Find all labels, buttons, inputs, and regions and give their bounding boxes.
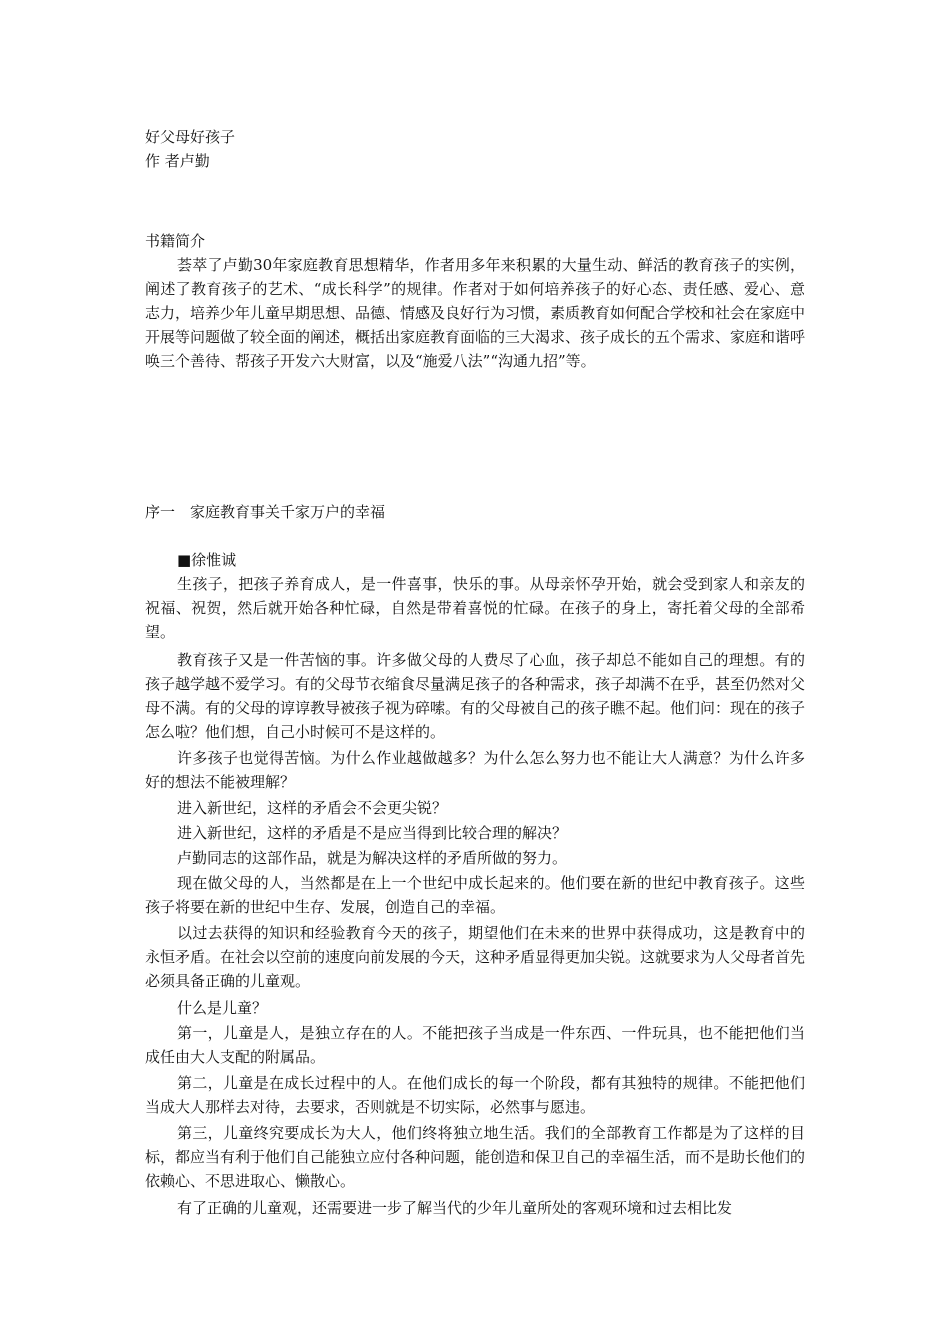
preface-paragraph-3: 许多孩子也觉得苦恼。为什么作业越做越多？为什么怎么努力也不能让大人满意？为什么许多好的想法不能被理解？: [145, 749, 805, 791]
preface-paragraph-12: 第三，儿童终究要成长为大人，他们终将独立地生活。我们的全部教育工作都是为了这样的目标，都应当有利于他们自己能独立应付各种问题，能创造和保卫自己的幸福生活，而不是助长他们的依赖心、不思进取心、懒散心。: [145, 1124, 806, 1190]
preface-paragraph-9: 什么是儿童？: [177, 999, 268, 1017]
book-author: 作 者卢勤: [145, 152, 210, 170]
preface-paragraph-5: 进入新世纪，这样的矛盾是不是应当得到比较合理的解决？: [177, 824, 568, 842]
preface-paragraph-6: 卢勤同志的这部作品，就是为解决这样的矛盾所做的努力。: [177, 849, 568, 867]
preface-paragraph-7: 现在做父母的人，当然都是在上一个世纪中成长起来的。他们要在新的世纪中教育孩子。这些孩子将要在新的世纪中生存、发展，创造自己的幸福。: [145, 874, 805, 916]
preface-paragraph-13: 有了正确的儿童观，还需要进一步了解当代的少年儿童所处的客观环境和过去相比发: [177, 1199, 733, 1217]
preface-paragraph-8: 以过去获得的知识和经验教育今天的孩子，期望他们在未来的世界中获得成功，这是教育中的永恒矛盾。在社会以空前的速度向前发展的今天，这种矛盾显得更加尖锐。这就要求为人父母者首先必须具备正确的儿童观。: [145, 924, 806, 990]
preface-paragraph-4: 进入新世纪，这样的矛盾会不会更尖锐？: [177, 799, 448, 817]
book-title: 好父母好孩子: [145, 128, 236, 146]
preface-paragraph-2: 教育孩子又是一件苦恼的事。许多做父母的人费尽了心血，孩子却总不能如自己的理想。有的孩子越学越不爱学习。有的父母节衣缩食尽量满足孩子的各种需求，孩子却满不在乎，甚至仍然对父母不满。有的父母的谆谆教导被孩子视为碎嗦。有的父母被自己的孩子瞧不起。他们问：现在的孩子怎么啦？他们想，自己小时候可不是这样的。: [145, 651, 806, 741]
preface-paragraph-11: 第二，儿童是在成长过程中的人。在他们成长的每一个阶段，都有其独特的规律。不能把他们当成大人那样去对待，去要求，否则就是不切实际，必然事与愿违。: [145, 1074, 805, 1116]
intro-paragraph: 荟萃了卢勤30年家庭教育思想精华，作者用多年来积累的大量生动、鲜活的教育孩子的实例，阐述了教育孩子的艺术、“成长科学”的规律。作者对于如何培养孩子的好心态、责任感、爱心、意志力，培养少年儿童早期思想、品德、情感及良好行为习惯，素质教育如何配合学校和社会在家庭中开展等问题做了较全面的阐述，概括出家庭教育面临的三大渴求、孩子成长的五个需求、家庭和谐呼唤三个善待、帮孩子开发六大财富，以及“施爱八法”“沟通九招”等。: [145, 256, 806, 370]
preface-paragraph-1: 生孩子，把孩子养育成人，是一件喜事，快乐的事。从母亲怀孕开始，就会受到家人和亲友的祝福、祝贺，然后就开始各种忙碌，自然是带着喜悦的忙碌。在孩子的身上，寄托着父母的全部希望。: [145, 575, 805, 641]
preface-heading: 序一 家庭教育事关千家万户的幸福: [145, 503, 386, 521]
preface-author: ■徐惟诚: [177, 551, 237, 569]
preface-paragraph-10: 第一，儿童是人，是独立存在的人。不能把孩子当成是一件东西、一件玩具，也不能把他们当成任由大人支配的附属品。: [145, 1024, 805, 1066]
intro-heading: 书籍简介: [145, 232, 206, 250]
